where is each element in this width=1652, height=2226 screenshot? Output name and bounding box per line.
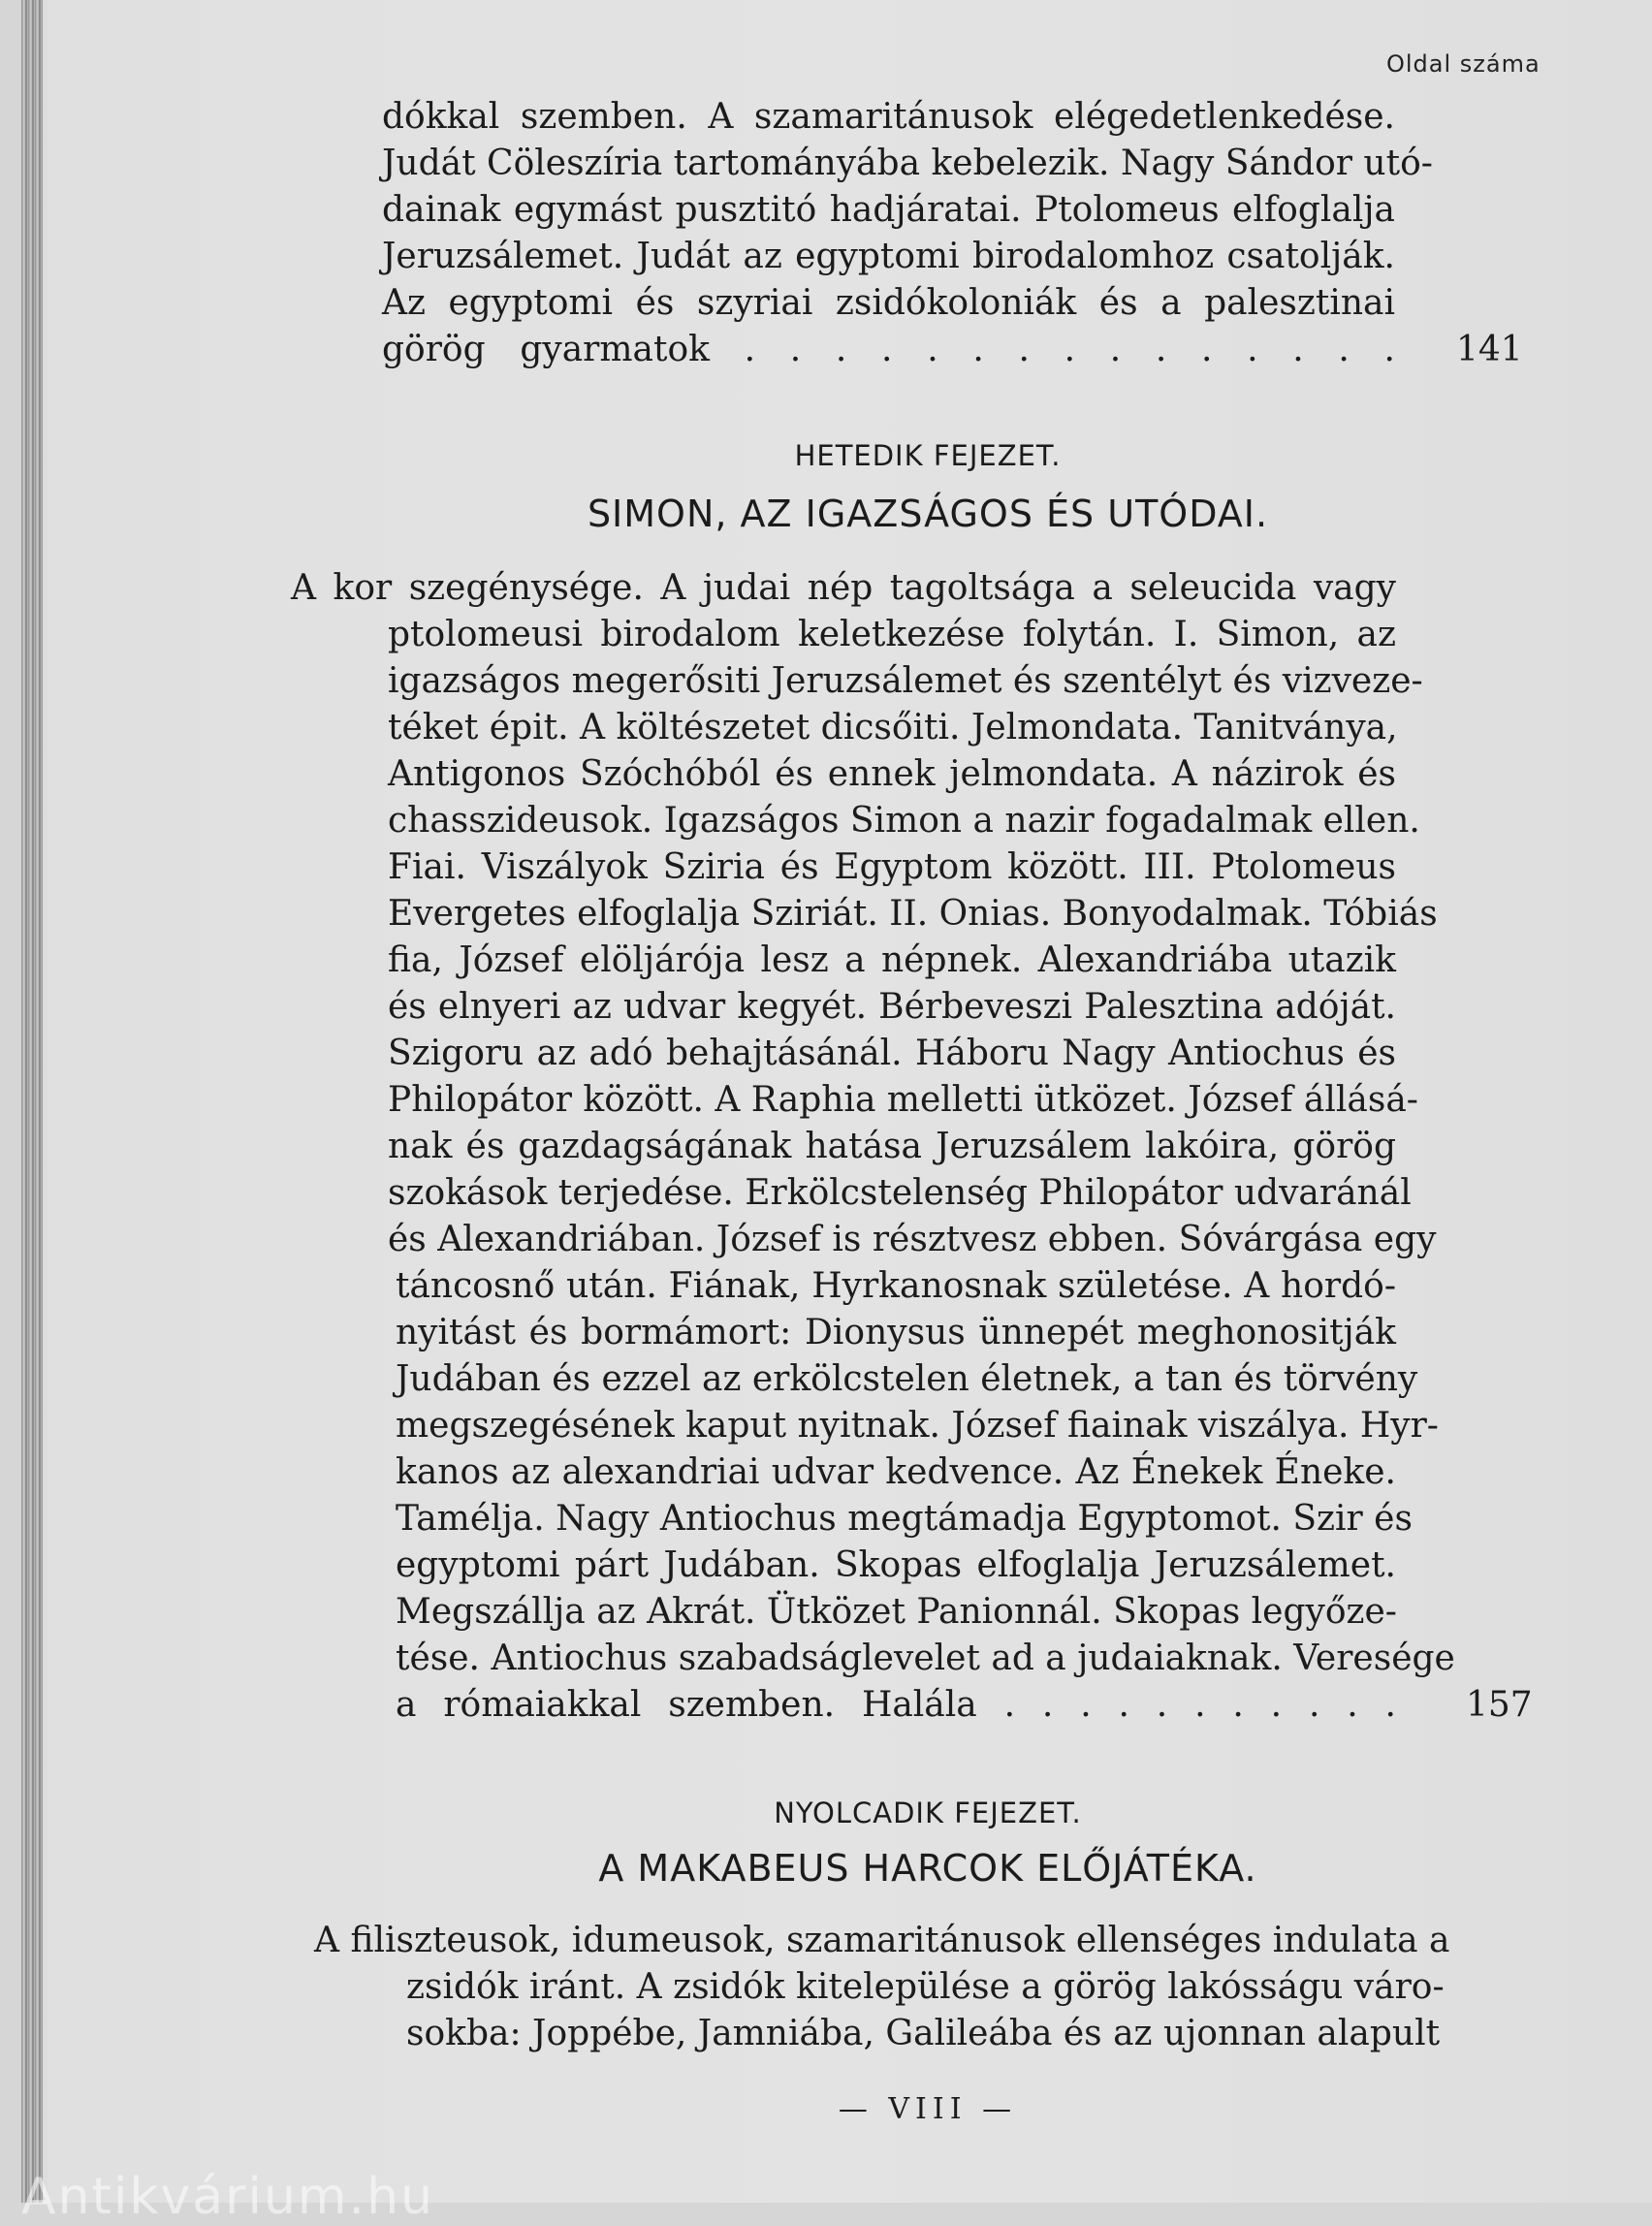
prev-page-number: 141 <box>1456 330 1523 369</box>
ch7-line-19: megszegésének kaput nyitnak. József fiainak viszálya. Hyr- <box>396 1406 1439 1446</box>
ch7-line-24: tése. Antiochus szabadságlevelet ad a judaiaknak. Veresége <box>396 1638 1455 1678</box>
prev-line-4: Jeruzsálemet. Judát az egyptomi birodalomhoz csatolják. <box>382 237 1395 276</box>
ch7-line-15: és Alexandriában. József is résztvesz ebben. Sóvárgása egy <box>388 1220 1437 1259</box>
chapter-8-label: NYOLCADIK FEJEZET. <box>774 1797 1082 1829</box>
prev-line-5: Az egyptomi és szyriai zsidókoloniák és a palesztinai <box>382 283 1395 323</box>
ch8-line-2: zsidók iránt. A zsidók kitelepülése a görög lakósságu váro- <box>406 1967 1445 2007</box>
ch7-line-16: táncosnő után. Fiának, Hyrkanosnak születése. A hordó- <box>396 1266 1396 1306</box>
ch7-line-5: Antigonos Szóchóból és ennek jelmondata. A názirok és <box>388 754 1396 794</box>
chapter-7-page-number: 157 <box>1466 1685 1533 1725</box>
ch7-line-7: Fiai. Viszályok Sziria és Egyptom között. III. Ptolomeus <box>388 847 1396 887</box>
book-page <box>21 0 1652 2226</box>
ch7-line-3: igazságos megerősiti Jeruzsálemet és szentélyt és vizveze- <box>388 661 1423 701</box>
ch8-line-3: sokba: Joppébe, Jamniába, Galileába és az ujonnan alapult <box>406 2014 1441 2053</box>
ch7-line-2: ptolomeusi birodalom keletkezése folytán. I. Simon, az <box>388 615 1396 654</box>
ch7-line-20: kanos az alexandriai udvar kedvence. Az Énekek Éneke. <box>396 1452 1396 1492</box>
ch7-line-9: fia, József elöljárója lesz a népnek. Alexandriába utazik <box>388 940 1396 980</box>
prev-line-2: Judát Cöleszíria tartományába kebelezik. Nagy Sándor utó- <box>382 143 1433 183</box>
chapter-7-title: SIMON, AZ IGAZSÁGOS ÉS UTÓDAI. <box>587 493 1269 535</box>
ch7-line-23: Megszállja az Akrát. Ütközet Panionnál. Skopas legyőze- <box>396 1592 1397 1632</box>
ch7-line-10: és elnyeri az udvar kegyét. Bérbeveszi Palesztina adóját. <box>388 987 1396 1027</box>
ch7-line-22: egyptomi párt Judában. Skopas elfoglalja Jeruzsálemet. <box>396 1545 1396 1585</box>
watermark: Antikvárium.hu <box>21 2168 434 2226</box>
ch7-line-17: nyitást és bormámort: Dionysus ünnepét meghonositják <box>396 1313 1396 1352</box>
ch7-line-1: A kor szegénysége. A judai nép tagoltsága a seleucida vagy <box>291 568 1396 608</box>
ch7-line-13: nak és gazdagságának hatása Jeruzsálem lakóira, görög <box>388 1127 1396 1166</box>
chapter-8-title: A MAKABEUS HARCOK ELŐJÁTÉKA. <box>598 1847 1257 1890</box>
ch7-line-12: Philopátor között. A Raphia melletti ütközet. József állásá- <box>388 1080 1418 1120</box>
chapter-7-label: HETEDIK FEJEZET. <box>794 439 1062 472</box>
ch7-line-11: Szigoru az adó behajtásánál. Háboru Nagy Antiochus és <box>388 1034 1396 1073</box>
ch7-line-21: Tamélja. Nagy Antiochus megtámadja Egyptomot. Szir és <box>396 1499 1413 1539</box>
prev-line-3: dainak egymást pusztitó hadjáratai. Ptolomeus elfoglalja <box>382 190 1395 230</box>
prev-line-1: dókkal szemben. A szamaritánusok elégedetlenkedése. <box>382 97 1395 137</box>
ch7-line-8: Evergetes elfoglalja Sziriát. II. Onias. Bonyodalmak. Tóbiás <box>388 894 1438 934</box>
ch7-line-25: a rómaiakkal szemben. Halála . . . . . . . . . . . <box>396 1685 1396 1725</box>
ch8-line-1: A filiszteusok, idumeusok, szamaritánusok ellenséges indulata a <box>314 1921 1450 1960</box>
prev-line-6: görög gyarmatok . . . . . . . . . . . . . . . <box>382 330 1395 369</box>
ch7-line-6: chasszideusok. Igazságos Simon a nazir fogadalmak ellen. <box>388 801 1420 841</box>
page-folio: — VIII — <box>838 2092 1018 2126</box>
page-number-column-header: Oldal száma <box>1386 50 1541 78</box>
ch7-line-18: Judában és ezzel az erkölcstelen életnek, a tan és törvény <box>396 1359 1418 1399</box>
ch7-line-14: szokások terjedése. Erkölcstelenség Philopátor udvaránál <box>388 1173 1412 1213</box>
ch7-line-4: téket épit. A költészetet dicsőiti. Jelmondata. Tanitványa, <box>388 708 1398 747</box>
